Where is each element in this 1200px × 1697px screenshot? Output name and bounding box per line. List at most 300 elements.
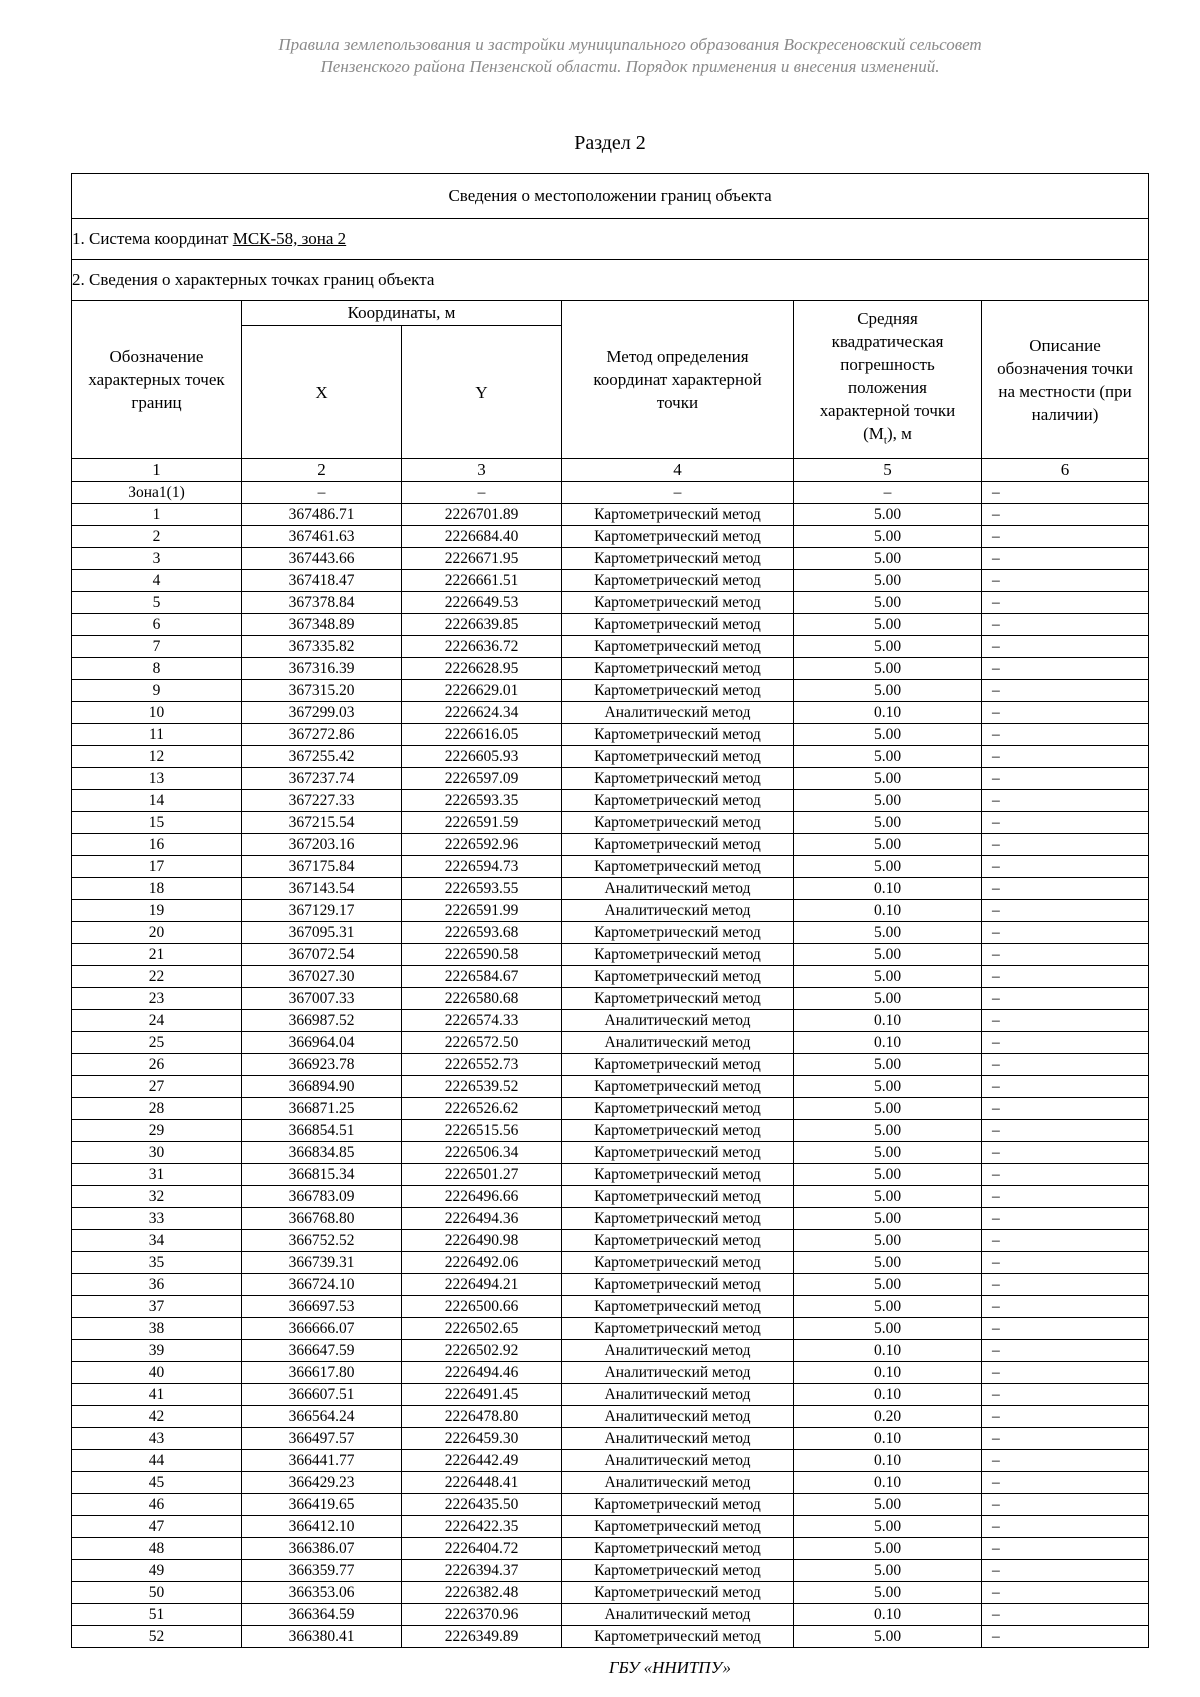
point-id-cell: 32 [72,1186,242,1208]
y-coordinate-cell: 2226494.21 [402,1274,562,1296]
column-number: 3 [402,459,562,482]
point-id-cell: 44 [72,1450,242,1472]
table-row [72,1472,1149,1494]
error-cell: 5.00 [794,1560,982,1582]
method-cell: Картометрический метод [562,1098,794,1120]
point-id-cell: 3 [72,548,242,570]
y-coordinate-cell: 2226594.73 [402,856,562,878]
y-coordinate-cell: 2226580.68 [402,988,562,1010]
method-cell: Картометрический метод [562,988,794,1010]
coordinate-system-value: МСК-58, зона 2 [232,229,347,248]
x-coordinate-cell: 366768.80 [242,1208,402,1230]
error-cell: 5.00 [794,1494,982,1516]
x-coordinate-cell: 367143.54 [242,878,402,900]
method-cell: Картометрический метод [562,614,794,636]
x-coordinate-cell: 366607.51 [242,1384,402,1406]
method-cell: Аналитический метод [562,1428,794,1450]
x-coordinate-cell: 367316.39 [242,658,402,680]
y-coordinate-cell: 2226616.05 [402,724,562,746]
description-cell: – [982,570,1149,592]
description-cell: – [982,1098,1149,1120]
method-cell: Картометрический метод [562,1164,794,1186]
point-id-cell: 46 [72,1494,242,1516]
method-cell: Картометрический метод [562,1076,794,1098]
table-row [72,1604,1149,1626]
table-row [72,1494,1149,1516]
description-cell: – [982,1582,1149,1604]
method-cell: Картометрический метод [562,1318,794,1340]
description-cell: – [982,1054,1149,1076]
point-id-cell: 50 [72,1582,242,1604]
point-id-cell: 31 [72,1164,242,1186]
coordinate-system-row [72,219,1149,260]
page-footer: ГБУ «ННИТПУ» [608,1658,732,1677]
table-row [72,746,1149,768]
method-cell: Картометрический метод [562,1120,794,1142]
error-cell: 5.00 [794,988,982,1010]
y-coordinate-cell: 2226490.98 [402,1230,562,1252]
method-cell: Картометрический метод [562,1626,794,1648]
table-row [72,1516,1149,1538]
error-cell: 5.00 [794,1516,982,1538]
table-row [72,1340,1149,1362]
y-coordinate-cell: 2226701.89 [402,504,562,526]
point-id-cell: 39 [72,1340,242,1362]
table-row [72,1054,1149,1076]
description-cell: – [982,856,1149,878]
point-id-cell: 41 [72,1384,242,1406]
description-cell: – [982,636,1149,658]
error-cell: 5.00 [794,1252,982,1274]
point-id-cell: 47 [72,1516,242,1538]
x-coordinate-cell: 367299.03 [242,702,402,724]
table-row [72,1296,1149,1318]
zone-label: Зона1(1) [72,482,242,504]
description-cell: – [982,680,1149,702]
description-cell: – [982,592,1149,614]
x-coordinate-cell: 366752.52 [242,1230,402,1252]
method-cell: Картометрический метод [562,966,794,988]
table-row [72,922,1149,944]
point-id-cell: 21 [72,944,242,966]
table-cell: – [794,482,982,504]
zone-row [72,482,1149,504]
description-cell: – [982,702,1149,724]
description-cell: – [982,1164,1149,1186]
error-cell: 0.20 [794,1406,982,1428]
x-coordinate-cell: 367203.16 [242,834,402,856]
x-coordinate-cell: 367443.66 [242,548,402,570]
table-row [72,1010,1149,1032]
error-cell: 5.00 [794,1296,982,1318]
description-cell: – [982,746,1149,768]
error-cell: 5.00 [794,1120,982,1142]
description-cell: – [982,1604,1149,1626]
table-cell: – [562,482,794,504]
error-cell: 0.10 [794,1428,982,1450]
point-id-cell: 51 [72,1604,242,1626]
table-row [72,1208,1149,1230]
point-id-cell: 18 [72,878,242,900]
table-row [72,1318,1149,1340]
error-cell: 0.10 [794,1010,982,1032]
point-id-cell: 52 [72,1626,242,1648]
y-coordinate-cell: 2226506.34 [402,1142,562,1164]
x-coordinate-cell: 366834.85 [242,1142,402,1164]
error-cell: 5.00 [794,658,982,680]
y-coordinate-cell: 2226422.35 [402,1516,562,1538]
column-number: 1 [72,459,242,482]
column-number: 5 [794,459,982,482]
error-cell: 5.00 [794,592,982,614]
column-header-error: Средняя квадратическая погрешность положения характерной точки $(M_t)$, м [794,301,982,459]
table-row [72,570,1149,592]
x-coordinate-cell: 366412.10 [242,1516,402,1538]
point-id-cell: 26 [72,1054,242,1076]
x-coordinate-cell: 367227.33 [242,790,402,812]
y-coordinate-cell: 2226592.96 [402,834,562,856]
x-coordinate-cell: 367272.86 [242,724,402,746]
table-row [72,856,1149,878]
x-coordinate-cell: 366739.31 [242,1252,402,1274]
error-cell: 0.10 [794,1384,982,1406]
table-cell: – [402,482,562,504]
method-cell: Картометрический метод [562,1186,794,1208]
x-coordinate-cell: 366871.25 [242,1098,402,1120]
method-cell: Картометрический метод [562,526,794,548]
method-cell: Картометрический метод [562,1516,794,1538]
method-cell: Аналитический метод [562,1362,794,1384]
x-coordinate-cell: 366964.04 [242,1032,402,1054]
error-cell: 5.00 [794,1164,982,1186]
y-coordinate-cell: 2226671.95 [402,548,562,570]
y-coordinate-cell: 2226597.09 [402,768,562,790]
table-row [72,944,1149,966]
x-coordinate-cell: 367461.63 [242,526,402,548]
table-row [72,1538,1149,1560]
method-cell: Картометрический метод [562,812,794,834]
x-coordinate-cell: 367348.89 [242,614,402,636]
point-id-cell: 7 [72,636,242,658]
description-cell: – [982,1626,1149,1648]
method-cell: Картометрический метод [562,768,794,790]
table-row [72,1120,1149,1142]
header-line-2: Пензенского района Пензенской области. Порядок применения и внесения изменений. [320,57,940,76]
point-id-cell: 8 [72,658,242,680]
method-cell: Картометрический метод [562,680,794,702]
x-coordinate-cell: 366666.07 [242,1318,402,1340]
method-cell: Картометрический метод [562,790,794,812]
error-cell: 5.00 [794,1142,982,1164]
method-cell: Картометрический метод [562,658,794,680]
table-row [72,1362,1149,1384]
x-coordinate-cell: 366923.78 [242,1054,402,1076]
error-cell: 5.00 [794,1186,982,1208]
error-cell: 0.10 [794,1032,982,1054]
table-row [72,724,1149,746]
method-cell: Картометрический метод [562,746,794,768]
y-coordinate-cell: 2226492.06 [402,1252,562,1274]
error-cell: 5.00 [794,526,982,548]
description-cell: – [982,834,1149,856]
y-coordinate-cell: 2226661.51 [402,570,562,592]
method-cell: Картометрический метод [562,1582,794,1604]
point-id-cell: 22 [72,966,242,988]
table-row [72,636,1149,658]
description-cell: – [982,724,1149,746]
y-coordinate-cell: 2226496.66 [402,1186,562,1208]
point-id-cell: 29 [72,1120,242,1142]
error-cell: 5.00 [794,724,982,746]
x-coordinate-cell: 366386.07 [242,1538,402,1560]
x-coordinate-cell: 366724.10 [242,1274,402,1296]
description-cell: – [982,1384,1149,1406]
point-id-cell: 36 [72,1274,242,1296]
point-id-cell: 12 [72,746,242,768]
error-cell: 0.10 [794,1450,982,1472]
error-cell: 5.00 [794,1076,982,1098]
method-cell: Картометрический метод [562,1230,794,1252]
description-cell: – [982,1142,1149,1164]
description-cell: – [982,944,1149,966]
y-coordinate-cell: 2226590.58 [402,944,562,966]
points-heading: 2. Сведения о характерных точках границ объекта [72,260,1149,301]
method-cell: Аналитический метод [562,1010,794,1032]
x-coordinate-cell: 366564.24 [242,1406,402,1428]
table-row [72,1582,1149,1604]
point-id-cell: 16 [72,834,242,856]
y-coordinate-cell: 2226684.40 [402,526,562,548]
column-header-point: Обозначение характерных точек границ [72,301,242,459]
x-coordinate-cell: 367175.84 [242,856,402,878]
x-coordinate-cell: 366783.09 [242,1186,402,1208]
y-coordinate-cell: 2226515.56 [402,1120,562,1142]
table-row [72,1252,1149,1274]
table-row [72,1274,1149,1296]
page-header [120,34,1140,78]
description-cell: – [982,1428,1149,1450]
description-cell: – [982,1274,1149,1296]
y-coordinate-cell: 2226494.36 [402,1208,562,1230]
point-id-cell: 35 [72,1252,242,1274]
table-row [72,1428,1149,1450]
y-coordinate-cell: 2226639.85 [402,614,562,636]
description-cell: – [982,1538,1149,1560]
column-number: 4 [562,459,794,482]
table-row [72,1076,1149,1098]
description-cell: – [982,614,1149,636]
description-cell: – [982,1494,1149,1516]
description-cell: – [982,790,1149,812]
y-coordinate-cell: 2226574.33 [402,1010,562,1032]
point-id-cell: 14 [72,790,242,812]
description-cell: – [982,1472,1149,1494]
description-cell: – [982,504,1149,526]
y-coordinate-cell: 2226349.89 [402,1626,562,1648]
method-cell: Картометрический метод [562,1054,794,1076]
point-id-cell: 19 [72,900,242,922]
point-id-cell: 40 [72,1362,242,1384]
table-row [72,504,1149,526]
table-title: Сведения о местоположении границ объекта [72,174,1149,219]
point-id-cell: 43 [72,1428,242,1450]
point-id-cell: 5 [72,592,242,614]
y-coordinate-cell: 2226478.80 [402,1406,562,1428]
y-coordinate-cell: 2226394.37 [402,1560,562,1582]
method-cell: Картометрический метод [562,1252,794,1274]
method-cell: Картометрический метод [562,834,794,856]
method-cell: Картометрический метод [562,504,794,526]
error-cell: 5.00 [794,1098,982,1120]
table-row [72,1098,1149,1120]
table-row [72,1406,1149,1428]
error-cell: 0.10 [794,1604,982,1626]
y-coordinate-cell: 2226442.49 [402,1450,562,1472]
error-cell: 0.10 [794,1340,982,1362]
table-row [72,680,1149,702]
error-cell: 5.00 [794,790,982,812]
point-id-cell: 13 [72,768,242,790]
method-cell: Картометрический метод [562,922,794,944]
method-cell: Аналитический метод [562,1032,794,1054]
y-coordinate-cell: 2226624.34 [402,702,562,724]
coordinate-system-label: 1. Система координат [72,229,233,248]
method-cell: Картометрический метод [562,570,794,592]
description-cell: – [982,548,1149,570]
method-cell: Аналитический метод [562,1604,794,1626]
x-coordinate-cell: 367315.20 [242,680,402,702]
x-coordinate-cell: 367027.30 [242,966,402,988]
table-row [72,548,1149,570]
x-coordinate-cell: 367095.31 [242,922,402,944]
y-coordinate-cell: 2226591.99 [402,900,562,922]
point-id-cell: 27 [72,1076,242,1098]
method-cell: Аналитический метод [562,878,794,900]
x-coordinate-cell: 367007.33 [242,988,402,1010]
point-id-cell: 6 [72,614,242,636]
x-coordinate-cell: 367418.47 [242,570,402,592]
method-cell: Аналитический метод [562,702,794,724]
point-id-cell: 23 [72,988,242,1010]
column-header-coordinates: Координаты, м [242,301,562,326]
description-cell: – [982,1186,1149,1208]
method-cell: Картометрический метод [562,636,794,658]
error-cell: 5.00 [794,1274,982,1296]
description-cell: – [982,1340,1149,1362]
table-row [72,526,1149,548]
column-header-description: Описание обозначения точки на местности (при наличии) [982,301,1149,459]
error-cell: 5.00 [794,1318,982,1340]
table-row [72,1032,1149,1054]
error-cell: 5.00 [794,614,982,636]
point-id-cell: 34 [72,1230,242,1252]
point-id-cell: 10 [72,702,242,724]
y-coordinate-cell: 2226491.45 [402,1384,562,1406]
y-coordinate-cell: 2226649.53 [402,592,562,614]
table-row [72,900,1149,922]
description-cell: – [982,768,1149,790]
x-coordinate-cell: 367335.82 [242,636,402,658]
y-coordinate-cell: 2226494.46 [402,1362,562,1384]
table-row [72,768,1149,790]
description-cell: – [982,1010,1149,1032]
method-cell: Аналитический метод [562,1340,794,1362]
x-coordinate-cell: 366353.06 [242,1582,402,1604]
description-cell: – [982,900,1149,922]
method-cell: Картометрический метод [562,548,794,570]
error-cell: 5.00 [794,636,982,658]
error-cell: 5.00 [794,1538,982,1560]
error-cell: 5.00 [794,548,982,570]
description-cell: – [982,1318,1149,1340]
description-cell: – [982,1208,1149,1230]
method-cell: Аналитический метод [562,900,794,922]
y-coordinate-cell: 2226629.01 [402,680,562,702]
point-id-cell: 33 [72,1208,242,1230]
description-cell: – [982,1032,1149,1054]
method-cell: Картометрический метод [562,724,794,746]
x-coordinate-cell: 367129.17 [242,900,402,922]
method-cell: Аналитический метод [562,1384,794,1406]
point-id-cell: 42 [72,1406,242,1428]
method-cell: Картометрический метод [562,1538,794,1560]
method-cell: Картометрический метод [562,1560,794,1582]
error-cell: 0.10 [794,1362,982,1384]
y-coordinate-cell: 2226448.41 [402,1472,562,1494]
x-coordinate-cell: 367486.71 [242,504,402,526]
method-cell: Аналитический метод [562,1406,794,1428]
point-id-cell: 24 [72,1010,242,1032]
table-cell: – [982,482,1149,504]
column-number: 6 [982,459,1149,482]
description-cell: – [982,1076,1149,1098]
error-cell: 5.00 [794,922,982,944]
x-coordinate-cell: 366497.57 [242,1428,402,1450]
x-coordinate-cell: 367215.54 [242,812,402,834]
point-id-cell: 28 [72,1098,242,1120]
point-id-cell: 30 [72,1142,242,1164]
error-cell: 5.00 [794,1582,982,1604]
table-row [72,1384,1149,1406]
y-coordinate-cell: 2226404.72 [402,1538,562,1560]
table-row [72,1164,1149,1186]
x-coordinate-cell: 367255.42 [242,746,402,768]
y-coordinate-cell: 2226593.68 [402,922,562,944]
point-id-cell: 2 [72,526,242,548]
column-header-x: X [242,325,402,459]
error-cell: 0.10 [794,878,982,900]
y-coordinate-cell: 2226459.30 [402,1428,562,1450]
point-id-cell: 4 [72,570,242,592]
description-cell: – [982,922,1149,944]
table-row [72,988,1149,1010]
description-cell: – [982,1560,1149,1582]
point-id-cell: 38 [72,1318,242,1340]
y-coordinate-cell: 2226500.66 [402,1296,562,1318]
table-row [72,1142,1149,1164]
description-cell: – [982,1362,1149,1384]
y-coordinate-cell: 2226605.93 [402,746,562,768]
error-cell: 0.10 [794,702,982,724]
x-coordinate-cell: 366815.34 [242,1164,402,1186]
boundary-points-table [71,173,1149,1648]
method-cell: Аналитический метод [562,1450,794,1472]
error-cell: 5.00 [794,966,982,988]
description-cell: – [982,1120,1149,1142]
point-id-cell: 17 [72,856,242,878]
point-id-cell: 25 [72,1032,242,1054]
point-id-cell: 37 [72,1296,242,1318]
